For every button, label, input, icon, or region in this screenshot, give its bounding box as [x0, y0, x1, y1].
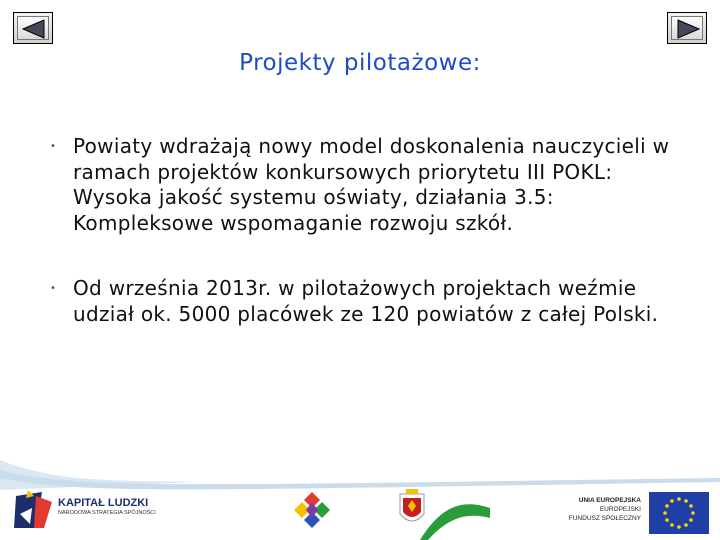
bullet-item — [50, 134, 670, 236]
kapital-ludzki-subtitle: NARODOWA STRATEGIA SPÓJNOŚCI — [58, 510, 156, 516]
green-hills-decoration — [420, 488, 490, 540]
arrow-left-icon — [14, 13, 54, 45]
bullet-text: Powiaty wdrażają nowy model doskonalenia nauczycieli w ramach projektów konkursowych priorytetu III POKL: Wysoka jakość systemu oświaty, działania 3.5: Kompleksowe wspomaganie rozwoju szkół. — [73, 134, 670, 235]
next-slide-button[interactable] — [667, 12, 707, 44]
eu-flag-logo — [649, 492, 709, 534]
kapital-ludzki-title: KAPITAŁ LUDZKI — [58, 497, 149, 509]
slide-title: Projekty pilotażowe: — [239, 50, 481, 76]
bullet-marker-icon: • — [50, 141, 56, 152]
arrow-right-icon — [668, 13, 708, 45]
bullet-marker-icon: • — [50, 283, 56, 294]
eu-subtitle-2: FUNDUSZ SPOŁECZNY — [568, 515, 641, 522]
bullet-item — [50, 276, 670, 327]
kapital-ludzki-text — [58, 497, 156, 516]
kapital-ludzki-logo — [12, 488, 56, 532]
eu-subtitle-1: EUROPEJSKI — [599, 506, 641, 513]
diamond-logo — [290, 490, 334, 534]
bullet-list — [50, 134, 670, 367]
eu-title: UNIA EUROPEJSKA — [578, 497, 641, 504]
bullet-text: Od września 2013r. w pilotażowych projektach weźmie udział ok. 5000 placówek ze 120 powiatów z całej Polski. — [73, 276, 659, 326]
previous-slide-button[interactable] — [13, 12, 53, 44]
eu-text — [565, 496, 641, 523]
